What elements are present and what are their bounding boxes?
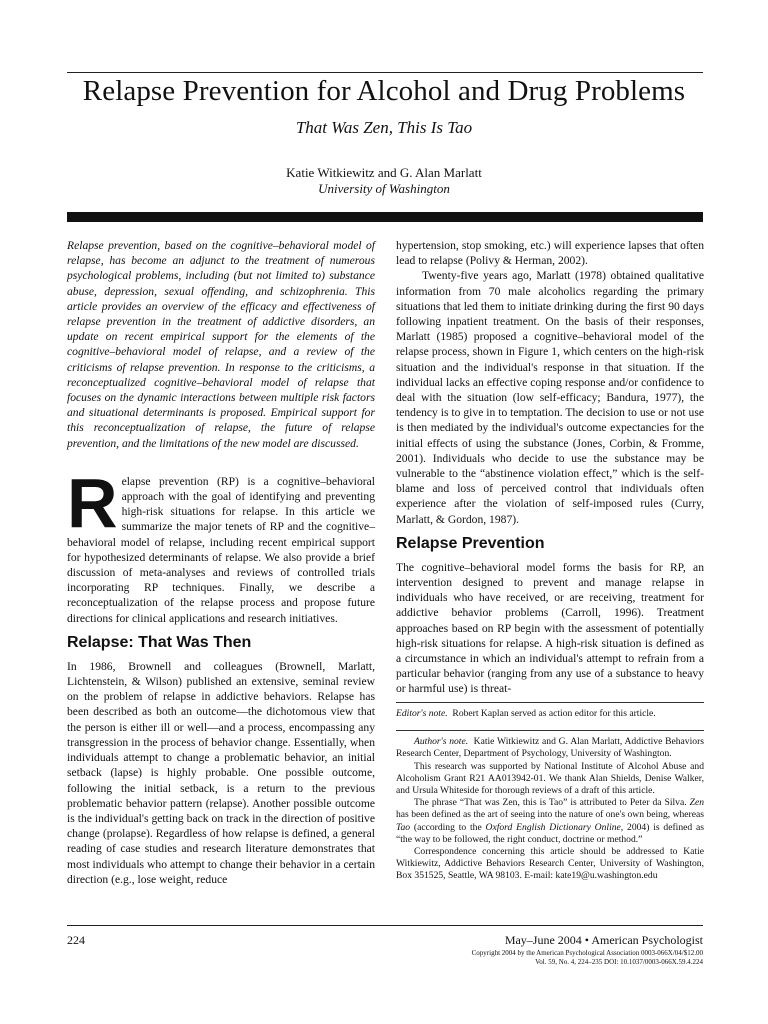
copyright-line: Copyright 2004 by the American Psychological Association 0003-066X/04/$12.00 xyxy=(471,949,703,957)
top-rule xyxy=(67,72,703,73)
author-note-text: Katie Witkiewitz and G. Alan Marlatt, Addictive Behaviors Research Center, Department of Psychology, University of Washington. xyxy=(396,736,704,760)
section-heading-relapse-then: Relapse: That Was Then xyxy=(67,633,252,651)
volume-doi-line: Vol. 59, No. 4, 224–235 DOI: 10.1037/0003-066X.59.4.224 xyxy=(535,958,703,966)
section2-paragraph-1: The cognitive–behavioral model forms the basis for RP, an intervention designed to prevent and manage relapse in individuals who have received, or are receiving, treatment for addictive behavior problems (Carroll, 1996). Treatment approaches based on RP begin with the assessment of potentially high-risk situations for relapse. A high-risk situation is defined as a circumstance in which an individual's attempt to refrain from a particular behavior (ranging from any use of a substance to heavy or harmful use) is threat- xyxy=(396,560,704,696)
editor-note-label: Editor's note. xyxy=(396,708,448,719)
copyright-block xyxy=(472,949,703,967)
correspondence-note: Correspondence concerning this article should be addressed to Katie Witkiewitz, Addictive Behaviors Research Center, University of Washington, Box 351525, Seattle, WA 98103. E-mail: kate19@u.washington.edu xyxy=(396,846,704,882)
footnote-separator xyxy=(396,702,704,703)
author-note-label: Author's note. xyxy=(414,736,469,748)
right-column xyxy=(396,238,704,697)
footer-rule xyxy=(67,925,703,926)
editor-note-text: Robert Kaplan served as action editor for this article. xyxy=(452,708,656,719)
drop-cap: R xyxy=(67,463,118,542)
article-subtitle: That Was Zen, This Is Tao xyxy=(295,118,473,137)
article-title: Relapse Prevention for Alcohol and Drug Problems xyxy=(82,75,686,107)
journal-issue: May–June 2004 • American Psychologist xyxy=(504,933,703,947)
footnote-separator-2 xyxy=(396,730,704,731)
section1-paragraph-1: In 1986, Brownell and colleagues (Brownell, Marlatt, Lichtenstein, & Wilson) published an extensive, seminal review on the problem of relapse in addictive behaviors. Relapse has been described as both an outcome—the dichotomous view that the person is either ill or well—and a process, encompassing any transgression in the process of behavior change. Essentially, when individuals attempt to change a problematic behavior, an initial setback (lapse) is highly probable. One possible outcome, following the initial setback, is a return to the previous problematic behavior pattern (relapse). Another possible outcome is the individual's getting back on track in the direction of positive change (prolapse). Regardless of how relapse is defined, a general reading of case studies and research literature demonstrates that most individuals who attempt to change their behavior in a certain direction (e.g., lose weight, reduce xyxy=(67,659,375,886)
page-number: 224 xyxy=(67,933,85,947)
intro-text: elapse prevention (RP) is a cognitive–behavioral approach with the goal of identifying and preventing high-risk situations for relapse. In this article we summarize the major tenets of RP and the cognitive–behavioral model of relapse, including recent empirical support for hypothesized determinants of relapse. We also provide a brief discussion of meta-analyses and reviews of controlled trials incorporating RP techniques. Finally, we describe a reconceptualization of the relapse process and propose future directions for clinical applications and research initiatives. xyxy=(67,474,375,625)
section1-paragraph-2: Twenty-five years ago, Marlatt (1978) obtained qualitative information from 70 male alcoholics regarding the primary situations that led them to initiate drinking during the first 90 days following inpatient treatment. On the basis of their responses, Marlatt (1985) proposed a cognitive–behavioral model of the relapse process, shown in Figure 1, which centers on the high-risk situation and the individual's response in that situation. If the individual lacks an effective coping response and/or confidence to deal with the situation (low self-efficacy; Bandura, 1977), the tendency is to give in to temptation. The decision to use or not use is then mediated by the individual's outcome expectancies for the initial effects of using the substance (Jones, Corbin, & Fromme, 2001). Individuals who decide to use the substance may be vulnerable to the “abstinence violation effect,” which is the self-blame and loss of perceived control that individuals often experience after the violation of self-imposed rules (Curry, Marlatt, & Gordon, 1987). xyxy=(396,269,704,526)
author-block xyxy=(0,165,768,197)
left-column xyxy=(67,238,375,887)
footnotes xyxy=(396,702,704,883)
author-affiliation: University of Washington xyxy=(318,181,450,196)
title-phrase-note: The phrase “That was Zen, this is Tao” is attributed to Peter da Silva. Zen has been defined as the art of seeing into the nature of one's own being, whereas Tao (according to the Oxford English Dictionary Online, 2004) is defined as “the way to be followed, the right conduct, doctrine or method.” xyxy=(396,797,705,845)
intro-paragraph xyxy=(67,463,375,626)
section1-paragraph-1-continued: hypertension, stop smoking, etc.) will experience lapses that often lead to relapse (Polivy & Herman, 2002). xyxy=(396,239,704,268)
author-names: Katie Witkiewitz and G. Alan Marlatt xyxy=(286,165,482,180)
section-heading-relapse-prevention: Relapse Prevention xyxy=(396,534,545,552)
author-note xyxy=(396,736,704,760)
editor-note xyxy=(396,708,704,720)
title-divider-bar xyxy=(67,212,703,222)
funding-note: This research was supported by National Institute of Alcohol Abuse and Alcoholism Grant R21 AA013942-01. We thank Alan Shields, Denise Walker, and Ursula Whiteside for thorough reviews of a draft of this article. xyxy=(396,760,704,797)
abstract: Relapse prevention, based on the cognitive–behavioral model of relapse, has become an adjunct to the treatment of numerous psychological problems, including (but not limited to) substance abuse, depression, sexual offending, and schizophrenia. This article provides an overview of the efficacy and effectiveness of relapse prevention in the treatment of addictive disorders, an update on recent empirical support for the elements of the cognitive–behavioral model of relapse, and a review of the criticisms of relapse prevention. In response to the criticisms, a reconceptualized cognitive–behavioral model of relapse that focuses on the dynamic interactions between multiple risk factors and situational determinants is proposed. Empirical support for this reconceptualization of relapse, the future of relapse prevention, and the limitations of the new model are discussed. xyxy=(67,239,375,450)
